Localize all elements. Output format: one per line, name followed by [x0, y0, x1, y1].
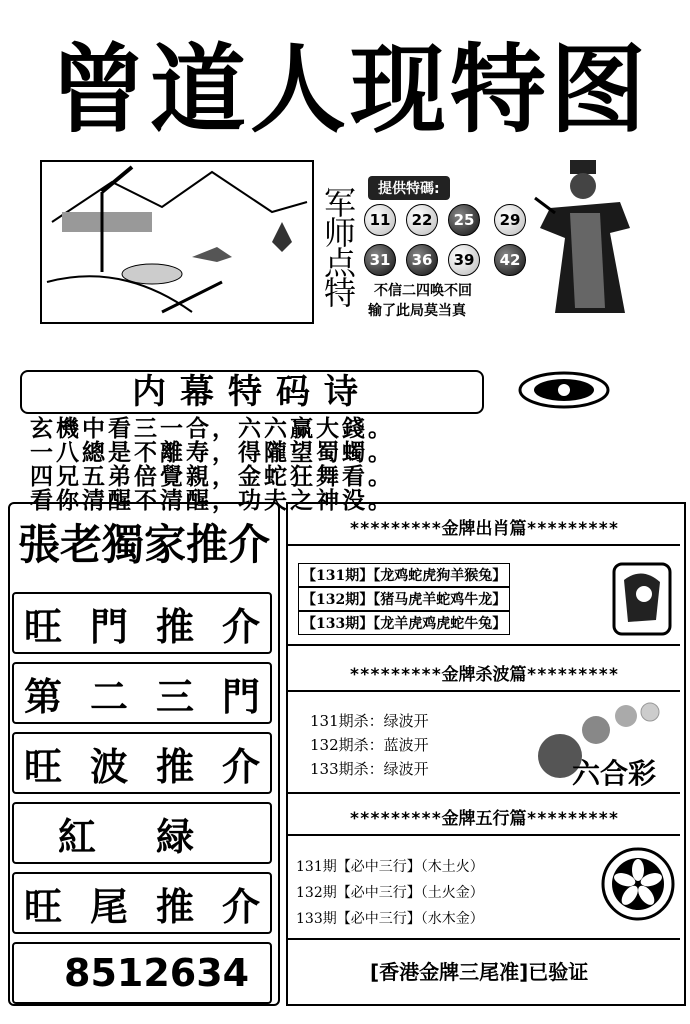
element-row: 133期【必中三行】（水木金） — [296, 911, 484, 927]
note-line: 不信二四唤不回 — [374, 283, 472, 299]
poem-line: 一八總是不離寿，得隴望蜀蠋。 — [30, 439, 394, 466]
wave-row: 131期杀：绿波开 — [310, 712, 429, 730]
wave-row: 132期杀：蓝波开 — [310, 736, 429, 754]
verify-label: [香港金牌三尾准]已验证 — [370, 960, 589, 984]
zodiac-row: 【133期】【龙羊虎鸡虎蛇牛兔】 — [298, 611, 510, 635]
number-ball: 11 — [364, 204, 396, 236]
poem-line: 四兄五弟倍覺親，金蛇狂舞看。 — [30, 463, 394, 490]
divider — [288, 690, 680, 692]
left-box-item: 旺尾推介 — [12, 872, 272, 934]
number-ball: 36 — [406, 244, 438, 276]
cartoon-icon — [610, 560, 674, 638]
main-title: 曾道人现特图 — [50, 34, 650, 146]
section-title: *********金牌出肖篇********* — [349, 519, 619, 539]
wave-row: 133期杀：绿波开 — [310, 760, 429, 778]
element-row: 132期【必中三行】（土火金） — [296, 885, 484, 901]
side-label: 军师点特 — [323, 184, 356, 312]
number-ball: 39 — [448, 244, 480, 276]
left-box-item: 第二三門 — [12, 662, 272, 724]
number-ball: 25 — [448, 204, 480, 236]
left-box-item: 8512634 — [12, 942, 272, 1004]
divider — [288, 834, 680, 836]
strategist-figure — [530, 158, 640, 316]
section-title: *********金牌五行篇********* — [349, 809, 619, 829]
landscape-illustration — [40, 160, 314, 324]
number-ball: 42 — [494, 244, 526, 276]
left-box-item: 旺門推介 — [12, 592, 272, 654]
bauhinia-logo-icon — [516, 370, 612, 410]
lhc-label: 六合彩 — [572, 757, 657, 790]
number-ball: 22 — [406, 204, 438, 236]
element-row: 131期【必中三行】（木土火） — [296, 859, 484, 875]
left-box-item: 旺波推介 — [12, 732, 272, 794]
poem-line: 看你清醒不清醒，功夫之神没。 — [30, 487, 394, 514]
divider — [288, 938, 680, 940]
provide-label: 提供特碼: — [368, 176, 450, 200]
bauhinia-emblem-icon — [600, 846, 676, 922]
note-line: 输了此局莫当真 — [368, 303, 466, 319]
left-box-item: 紅緑 — [12, 802, 272, 864]
left-panel-title: 張老獨家推介 — [17, 520, 270, 569]
divider — [288, 644, 680, 646]
number-ball: 31 — [364, 244, 396, 276]
section-title: *********金牌杀波篇********* — [349, 665, 619, 685]
number-ball: 29 — [494, 204, 526, 236]
poem-title: 内幕特码诗 — [20, 370, 484, 414]
zodiac-row: 【131期】【龙鸡蛇虎狗羊猴兔】 — [298, 563, 510, 587]
divider — [288, 544, 680, 546]
zodiac-row: 【132期】【猪马虎羊蛇鸡牛龙】 — [298, 587, 510, 611]
poem-line: 玄機中看三一合，六六赢大錢。 — [30, 415, 394, 442]
divider — [288, 792, 680, 794]
